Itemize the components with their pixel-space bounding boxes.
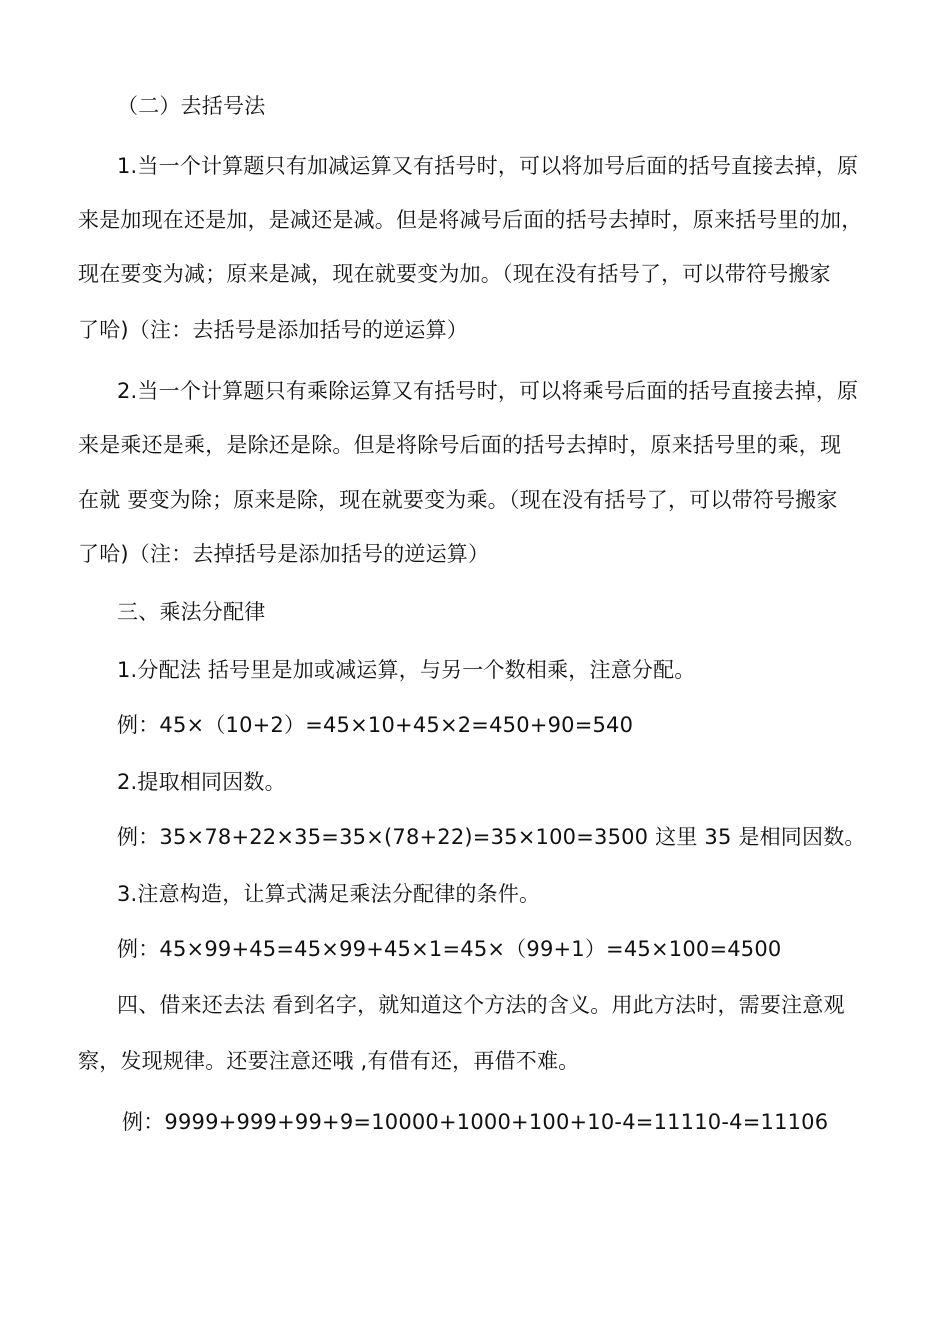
- section-heading-borrow-return-line-2: 察，发现规律。还要注意还哦 ,有借有还，再借不难。: [78, 1049, 580, 1073]
- paragraph-rule-2-line-3: 在就 要变为除；原来是除，现在就要变为乘。（现在没有括号了，可以带符号搬家: [78, 488, 838, 512]
- distributive-method-3: 3.注意构造，让算式满足乘法分配律的条件。: [117, 882, 541, 906]
- distributive-method-2: 2.提取相同因数。: [117, 770, 286, 794]
- example-4: 例：9999+999+99+9=10000+1000+100+10-4=11110-4=11106: [122, 1110, 829, 1134]
- distributive-method-1: 1.分配法 括号里是加或减运算，与另一个数相乘，注意分配。: [117, 658, 696, 682]
- example-1: 例：45×（10+2）=45×10+45×2=450+90=540: [117, 713, 634, 737]
- paragraph-rule-1-line-4: 了哈)（注：去括号是添加括号的逆运算）: [78, 318, 468, 342]
- paragraph-rule-1-line-1: 1.当一个计算题只有加减运算又有括号时，可以将加号后面的括号直接去掉，原: [117, 154, 859, 178]
- paragraph-rule-2-line-4: 了哈)（注：去掉括号是添加括号的逆运算）: [78, 542, 490, 566]
- paragraph-rule-1-line-2: 来是加现在还是加，是减还是减。但是将减号后面的括号去掉时，原来括号里的加，: [78, 208, 863, 232]
- paragraph-rule-2-line-2: 来是乘还是乘，是除还是除。但是将除号后面的括号去掉时，原来括号里的乘，现: [78, 433, 842, 457]
- example-2: 例：35×78+22×35=35×(78+22)=35×100=3500 这里 35 是相同因数。: [117, 825, 866, 849]
- paragraph-rule-1-line-3: 现在要变为减；原来是减，现在就要变为加。（现在没有括号了，可以带符号搬家: [78, 262, 831, 286]
- section-heading-remove-brackets: （二）去括号法: [117, 94, 266, 118]
- section-heading-borrow-return-line-1: 四、借来还去法 看到名字，就知道这个方法的含义。用此方法时，需要注意观: [117, 993, 845, 1017]
- paragraph-rule-2-line-1: 2.当一个计算题只有乘除运算又有括号时，可以将乘号后面的括号直接去掉，原: [117, 379, 859, 403]
- example-3: 例：45×99+45=45×99+45×1=45×（99+1）=45×100=4500: [117, 937, 782, 961]
- section-heading-distributive-law: 三、乘法分配律: [117, 600, 266, 624]
